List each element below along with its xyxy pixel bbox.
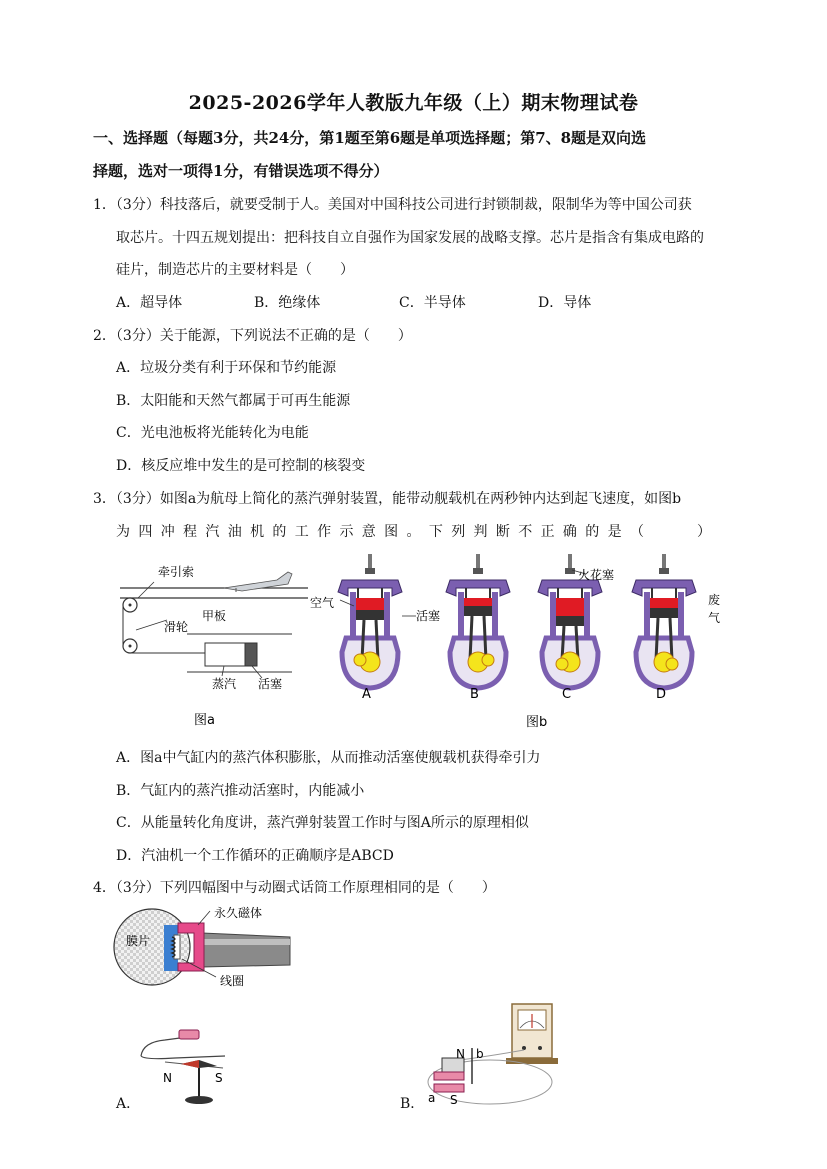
option-b-induction-figure (420, 1000, 570, 1115)
fig-a-pulley-label: 滑轮 (164, 620, 189, 634)
fig-b-caption: 图b (526, 715, 548, 730)
fig-b-exhaust-label-2: 气 (708, 611, 721, 625)
fig-a-caption: 图a (194, 713, 215, 728)
q2-option-a: A．垃圾分类有利于环保和节约能源 (116, 360, 337, 376)
q1-stem-line1: 1．（3分）科技落后，就要受制于人。美国对中国科技公司进行封锁制裁，限制华为等中国公司获 (93, 197, 692, 213)
q3-option-a: A．图a中气缸内的蒸汽体积膨胀，从而推动活塞使舰载机获得牵引力 (116, 750, 541, 766)
dynamic-microphone-figure (112, 905, 302, 990)
fig-b-label-a: A (362, 687, 371, 702)
option-a-oersted-figure (135, 1020, 255, 1110)
q3-option-c: C．从能量转化角度讲，蒸汽弹射装置工作时与图A所示的原理相似 (116, 815, 529, 831)
q3-option-b: B．气缸内的蒸汽推动活塞时，内能减小 (116, 783, 365, 799)
fig-b-air-label: 空气 (310, 596, 335, 610)
section-heading-line2: 择题，选对一项得1分，有错误选项不得分） (93, 162, 389, 180)
mic-coil-label: 线圈 (220, 974, 245, 988)
option-a-s-label: S (215, 1071, 223, 1085)
option-b-a-label: a (428, 1091, 436, 1105)
mic-diaphragm-label: 膜片 (126, 934, 151, 948)
q2-option-d: D．核反应堆中发生的是可控制的核裂变 (116, 458, 366, 474)
q3-stem-line1: 3．（3分）如图a为航母上简化的蒸汽弹射装置，能带动舰载机在两秒钟内达到起飞速度，如图b (93, 491, 682, 507)
option-b-n-label: N (456, 1047, 465, 1061)
q4-option-b-label: B． (400, 1096, 425, 1112)
figure-b-engine-strokes (310, 552, 730, 737)
q1-option-c: C．半导体 (399, 295, 466, 311)
fig-a-rope-label: 牵引索 (158, 565, 195, 579)
fig-b-label-b: B (470, 687, 479, 702)
option-a-n-label: N (163, 1071, 172, 1085)
q1-stem-line2: 取芯片。十四五规划提出：把科技自立自强作为国家发展的战略支撑。芯片是指含有集成电路的 (116, 230, 704, 246)
q2-option-c: C．光电池板将光能转化为电能 (116, 425, 309, 441)
fig-b-spark-label: 火花塞 (578, 568, 615, 582)
q1-stem-line3: 硅片，制造芯片的主要材料是（ ） (116, 262, 354, 278)
figure-b-svg (310, 552, 730, 737)
q1-option-b: B．绝缘体 (254, 295, 321, 311)
page-title: 2025-2026学年人教版九年级（上）期末物理试卷 (188, 92, 639, 114)
option-b-s-label: S (450, 1093, 458, 1107)
fig-b-piston-label: 活塞 (416, 609, 441, 623)
fig-a-steam-label: 蒸汽 (212, 677, 237, 691)
fig-a-deck-label: 甲板 (202, 609, 227, 623)
q2-option-b: B．太阳能和天然气都属于可再生能源 (116, 393, 351, 409)
section-heading-line1: 一、选择题（每题3分，共24分，第1题至第6题是单项选择题；第7、8题是双向选 (93, 129, 647, 147)
q1-option-d: D．导体 (538, 295, 592, 311)
fig-b-exhaust-label-1: 废 (708, 593, 721, 607)
fig-a-piston-label: 活塞 (258, 677, 283, 691)
q2-stem: 2．（3分）关于能源，下列说法不正确的是（ ） (93, 328, 412, 344)
option-b-b-label: b (476, 1047, 484, 1061)
figure-a-steam-catapult (112, 558, 312, 733)
q4-stem: 4．（3分）下列四幅图中与动圈式话筒工作原理相同的是（ ） (93, 880, 496, 896)
q4-option-a-label: A． (116, 1096, 141, 1112)
q3-stem-line2: 为四冲程汽油机的工作示意图。下列判断不正确的是（ ） (116, 524, 711, 540)
fig-b-label-c: C (562, 687, 572, 702)
fig-b-label-d: D (656, 687, 667, 702)
q3-option-d: D．汽油机一个工作循环的正确顺序是ABCD (116, 848, 394, 864)
q1-option-a: A．超导体 (116, 295, 183, 311)
mic-magnet-label: 永久磁体 (214, 906, 263, 920)
